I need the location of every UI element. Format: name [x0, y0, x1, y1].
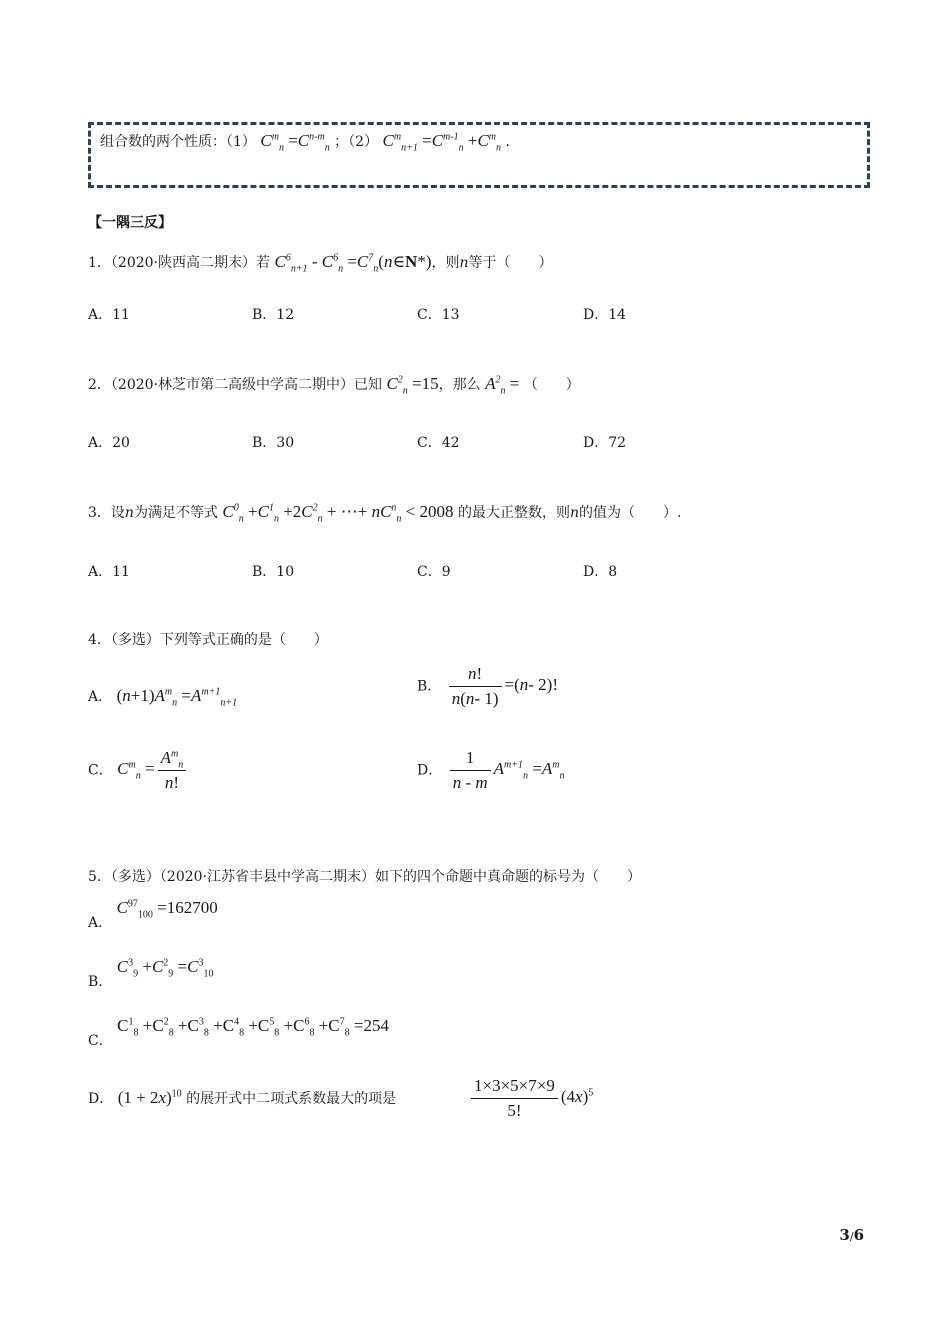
q1-option-d[interactable]: D．14: [583, 307, 627, 323]
q5-d-formula: $(1 + 2x)^{10}$: [117, 1088, 182, 1107]
q3-option-d[interactable]: D．8: [583, 564, 618, 580]
q1-option-a[interactable]: A．11: [88, 307, 130, 323]
formula-c-symmetry: $C^m_n =C^{n-m}_n$: [260, 131, 330, 154]
q5-b-formula: $C^3_9 +C^2_9 =C^3_{10}$: [116, 957, 214, 980]
q4-d-formula: $\frac{1}{n - m}$ $A^{m+1}_n =A^m_n$: [447, 759, 565, 778]
q3-formula: $C^0_n +C^1_n +2C^2_n$ + ⋯+ $nC^n_n < 2008$: [222, 502, 454, 525]
question-2: 2．（2020·林芝市第二高级中学高二期中）已知 $C^2_n =15$，那么 $A^2_n$ = （ ）: [88, 374, 580, 397]
q1-formula: $C^6_{n+1} - C^6_n$ $=C^7_n(n\in N*)$: [274, 252, 432, 275]
q5-d-answer-formula: $\frac{1\times 3\times 5\times 7\times 9}{5!}$ $(4x)^5$: [468, 1076, 593, 1121]
question-5: 5．（多选）（2020·江苏省丰县中学高二期末）如下的四个命题中真命题的标号为（ ）: [88, 869, 641, 885]
q4-option-c[interactable]: C． $C^m_n$ = $\frac{A^m_n}{n!}$: [88, 748, 189, 793]
q2-formula: $C^2_n =15$: [386, 374, 439, 397]
q2-option-c[interactable]: C．42: [417, 435, 460, 451]
q2-option-d[interactable]: D．72: [583, 435, 627, 451]
q1-option-b[interactable]: B．12: [252, 307, 295, 323]
page-number: 3/6: [839, 1226, 864, 1244]
section-title: 【一隅三反】: [88, 215, 172, 231]
question-3: 3．设n为满足不等式 $C^0_n +C^1_n +2C^2_n$ + ⋯+ $nC^n_n < 2008$ 的最大正整数，则n的值为（ ）.: [88, 502, 682, 525]
q5-c-formula: $C^1_8 +C^2_8 +C^3_8 +C^4_8 +C^5_8 +C^6_8 +C^7_8 =254$: [117, 1016, 389, 1039]
q4-option-b[interactable]: B． $\frac{n!}{n(n- 1)}$ =(n- 2)!: [417, 664, 558, 708]
q5-option-d[interactable]: D． $(1 + 2x)^{10}$ 的展开式中二项式系数最大的项是: [88, 1088, 397, 1107]
q2-formula-a: $A^2_n$ =: [485, 374, 520, 397]
q5-option-b[interactable]: B． $C^3_9 +C^2_9 =C^3_{10}$: [88, 957, 214, 990]
property-text: 组合数的两个性质：（1） $C^m_n =C^{n-m}_n$ ；（2） $C^m_{n+1} =C^{m-1}_n +C^m_n$ .: [100, 131, 510, 154]
q3-option-a[interactable]: A．11: [88, 564, 130, 580]
q2-option-b[interactable]: B．30: [252, 435, 295, 451]
question-4: 4．（多选）下列等式正确的是（ ）: [88, 632, 328, 648]
q4-c-formula: $C^m_n$ = $\frac{A^m_n}{n!}$: [117, 759, 189, 778]
formula-pascal: $C^m_{n+1} =C^{m-1}_n +C^m_n$: [382, 131, 502, 154]
q4-a-formula: $(n+1)A^m_n =A^{m+1}_{n+1}$: [116, 686, 238, 709]
q5-option-c[interactable]: C． $C^1_8 +C^2_8 +C^3_8 +C^4_8 +C^5_8 +C^6_8 +C^7_8 =254$: [88, 1016, 389, 1049]
q3-option-c[interactable]: C．9: [417, 564, 451, 580]
question-1: 1．（2020·陕西高二期末）若 $C^6_{n+1} - C^6_n$ $=C^7_n(n\in N*)$，则n等于（ ）: [88, 252, 553, 275]
q4-option-d[interactable]: D． $\frac{1}{n - m}$ $A^{m+1}_n =A^m_n$: [417, 748, 565, 792]
q2-option-a[interactable]: A．20: [88, 435, 130, 451]
q1-option-c[interactable]: C．13: [417, 307, 460, 323]
q5-option-a[interactable]: A． $C^{97}_{100} =162700$: [88, 898, 218, 931]
q3-option-b[interactable]: B．10: [252, 564, 295, 580]
q4-option-a[interactable]: A． $(n+1)A^m_n =A^{m+1}_{n+1}$: [88, 686, 238, 709]
q5-a-formula: $C^{97}_{100} =162700$: [116, 898, 218, 921]
q4-b-formula: $\frac{n!}{n(n- 1)}$ =(n- 2)!: [446, 675, 558, 694]
